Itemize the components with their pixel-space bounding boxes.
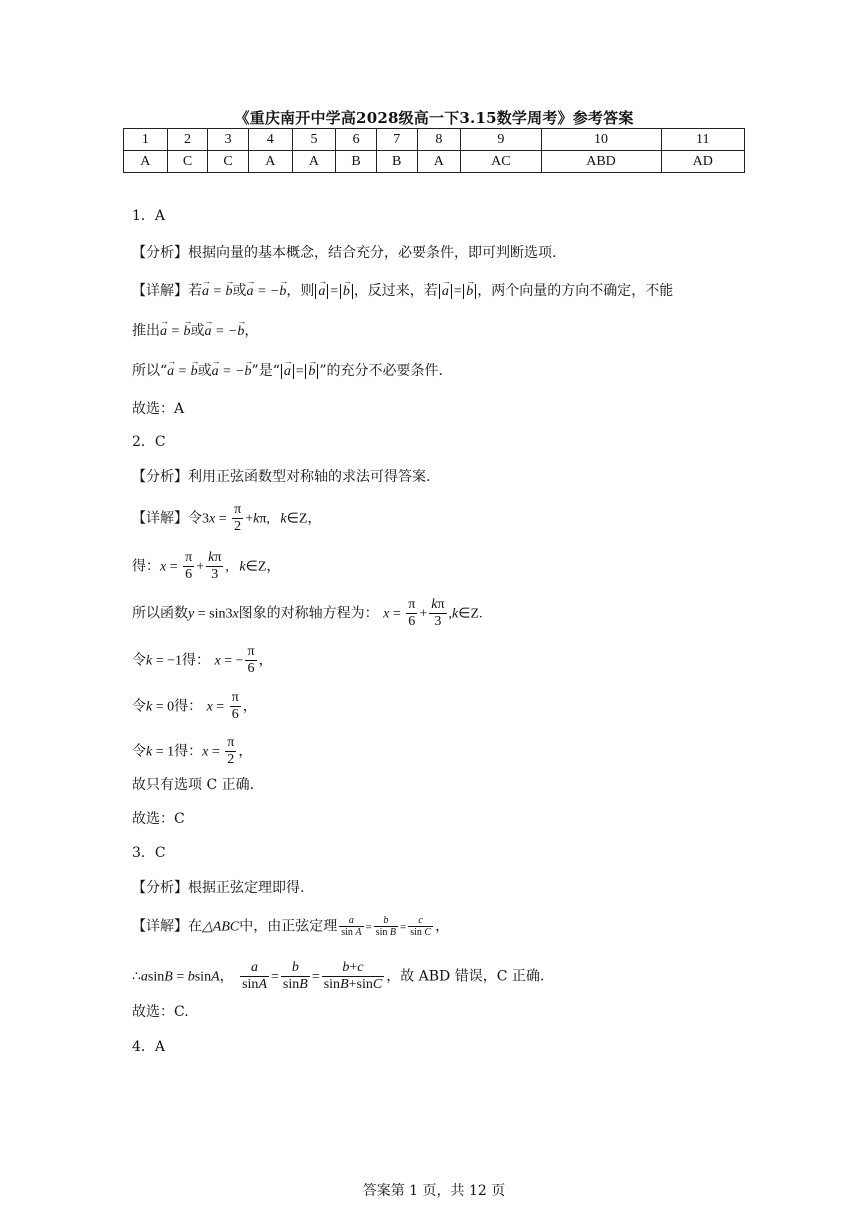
q1-comma-then: ，则 [286, 283, 315, 299]
fraction: $\frac{k\pi}{3}$ [208, 550, 222, 582]
fraction: $\frac{a}{\sin A}$ [242, 960, 267, 992]
q2-get-word: 得： [182, 652, 211, 669]
answer-table-number-row [124, 129, 745, 151]
q1-heading: 1．A [132, 208, 166, 224]
q1-conclusion: 所以“→ a = → b或→ a = −→ b”是“ → a = → b ”的充分不必要条件. [132, 361, 443, 382]
question-number-cell: 5 [292, 129, 336, 151]
answer-cell: A [124, 151, 168, 173]
q1-cannot-conclude: 推出 [132, 323, 160, 339]
q3-wrong: ，故 ABD 错误，C 正确. [386, 968, 545, 985]
question-number-cell: 2 [167, 129, 208, 151]
question-number-cell: 9 [461, 129, 541, 151]
question-number-cell: 6 [336, 129, 377, 151]
q3-detail-label: 【详解】在 [132, 918, 202, 935]
page-title: 《重庆南开中学高2028级高一下3.15数学周考》参考答案 [234, 109, 634, 127]
fraction: $\frac{b}{\text{sin B}}$ [375, 915, 396, 938]
q2-so-text: 所以函数 [132, 605, 188, 622]
answer-cell: AC [461, 151, 541, 173]
answer-cell: A [248, 151, 292, 173]
answer-cell: C [167, 151, 208, 173]
page-footer: 答案第 1 页，共 12 页 [362, 1183, 506, 1199]
q2-get-label: 得： [132, 558, 160, 575]
q2-only-c: 故只有选项 C 正确. [132, 777, 255, 793]
answer-table-answer-row [124, 151, 745, 173]
fraction: $\frac{\pi}{6}$ [185, 550, 193, 582]
fraction: $\frac{\pi}{2}$ [234, 502, 242, 534]
fraction: $\frac{\pi}{6}$ [231, 690, 239, 722]
q3-analysis: 【分析】根据正弦定理即得. [132, 880, 305, 896]
fraction: $\frac{b+c}{\sin B+\sin C}$ [323, 960, 383, 992]
question-number-cell: 1 [124, 129, 168, 151]
q2-let-3: 令 [132, 743, 146, 760]
answer-cell: C [208, 151, 249, 173]
q1-or: 或 [232, 283, 247, 299]
fraction: $\frac{a}{\text{sin A}}$ [341, 915, 362, 938]
q2-k-1: 令k = 1得：x = $\frac{\pi}{2}$ ， [132, 735, 253, 767]
q3-triangle: △ABC [202, 919, 240, 935]
q2-k-0: 令k = 0得： x = $\frac{\pi}{6}$ ， [132, 690, 257, 722]
q2-get: 得：x = $\frac{\pi}{6}$ + $\frac{k\pi}{3}$ , k∈Z， [132, 550, 281, 582]
q2-k-neg1: 令k = −1得： x = − $\frac{\pi}{6}$ ， [132, 644, 273, 676]
q1-analysis: 【分析】根据向量的基本概念，结合充分，必要条件，即可判断选项. [132, 245, 557, 261]
q1-detail-line1: 【详解】若→ a = → b或→ a = −→ b，则 → a = → b ，反过来，若 → a = → b ，两个向量的方向不确定，不能 [132, 281, 673, 302]
q1-or-3: 或 [197, 363, 212, 379]
answer-cell: A [417, 151, 461, 173]
q3-choose: 故选：C. [132, 1004, 189, 1020]
fraction: $\frac{\pi}{6}$ [247, 644, 255, 676]
q1-choose: 故选：A [132, 401, 185, 417]
q2-axis-equation: 所以函数y = sin3x图象的对称轴方程为： x = $\frac{\pi}{6}$ + $\frac{k\pi}{3}$ ,k∈Z. [132, 597, 483, 629]
q1-so-prefix: 所以“ [132, 363, 168, 379]
answer-cell: B [376, 151, 417, 173]
answer-table [123, 128, 745, 173]
q1-comma: ， [244, 323, 259, 339]
question-number-cell: 4 [248, 129, 292, 151]
q1-detail-label: 【详解】若 [132, 283, 202, 299]
fraction: $\frac{k\pi}{3}$ [431, 597, 445, 629]
answer-cell: B [336, 151, 377, 173]
answer-cell: ABD [541, 151, 661, 173]
q3-middle: 中，由正弦定理 [239, 918, 338, 935]
q4-heading: 4．A [132, 1039, 166, 1055]
answer-cell: AD [661, 151, 744, 173]
q2-detail: 【详解】令3x = $\frac{\pi}{2}$ +kπ, k∈Z， [132, 502, 322, 534]
fraction: $\frac{c}{\text{sin C}}$ [410, 915, 432, 938]
answer-cell: A [292, 151, 336, 173]
question-number-cell: 8 [417, 129, 461, 151]
question-number-cell: 10 [541, 129, 661, 151]
q2-detail-label: 【详解】令 [132, 510, 202, 527]
q2-get-word-3: 得： [174, 743, 203, 760]
q3-detail: 【详解】在△ABC中，由正弦定理 $\frac{a}{\text{sin A}}$ = $\frac{b}{\text{sin B}}$ = $\frac{c}{\text{sin C}}$ ， [132, 915, 450, 938]
q2-analysis: 【分析】利用正弦函数型对称轴的求法可得答案. [132, 469, 431, 485]
q2-get-word-2: 得： [174, 698, 203, 715]
q1-uncertain: ，两个向量的方向不确定，不能 [477, 283, 674, 299]
question-number-cell: 7 [376, 129, 417, 151]
question-number-cell: 3 [208, 129, 249, 151]
question-number-cell: 11 [661, 129, 744, 151]
q3-equation: ∴asinB = bsinA， $\frac{a}{\sin A}$ = $\frac{b}{\sin B}$ = $\frac{b+c}{\sin B+\sin C}$ ，故 ABD 错误，C 正确. [132, 960, 545, 992]
q2-so-text2: 图象的对称轴方程为： [238, 605, 379, 622]
q1-reverse: ，反过来，若 [353, 283, 438, 299]
q1-is-word: ”是“ [251, 363, 280, 379]
q2-heading: 2．C [132, 434, 166, 450]
fraction: $\frac{b}{\sin B}$ [282, 960, 308, 992]
q1-detail-line2: 推出→ a = → b或→ a = −→ b， [132, 321, 258, 342]
fraction: $\frac{\pi}{6}$ [408, 597, 416, 629]
q1-or-2: 或 [190, 323, 205, 339]
q2-let-2: 令 [132, 698, 146, 715]
fraction: $\frac{\pi}{2}$ [227, 735, 235, 767]
q3-heading: 3．C [132, 845, 166, 861]
q2-let: 令 [132, 652, 146, 669]
q2-choose: 故选：C [132, 811, 185, 827]
q1-so-suffix: ”的充分不必要条件. [319, 363, 443, 379]
